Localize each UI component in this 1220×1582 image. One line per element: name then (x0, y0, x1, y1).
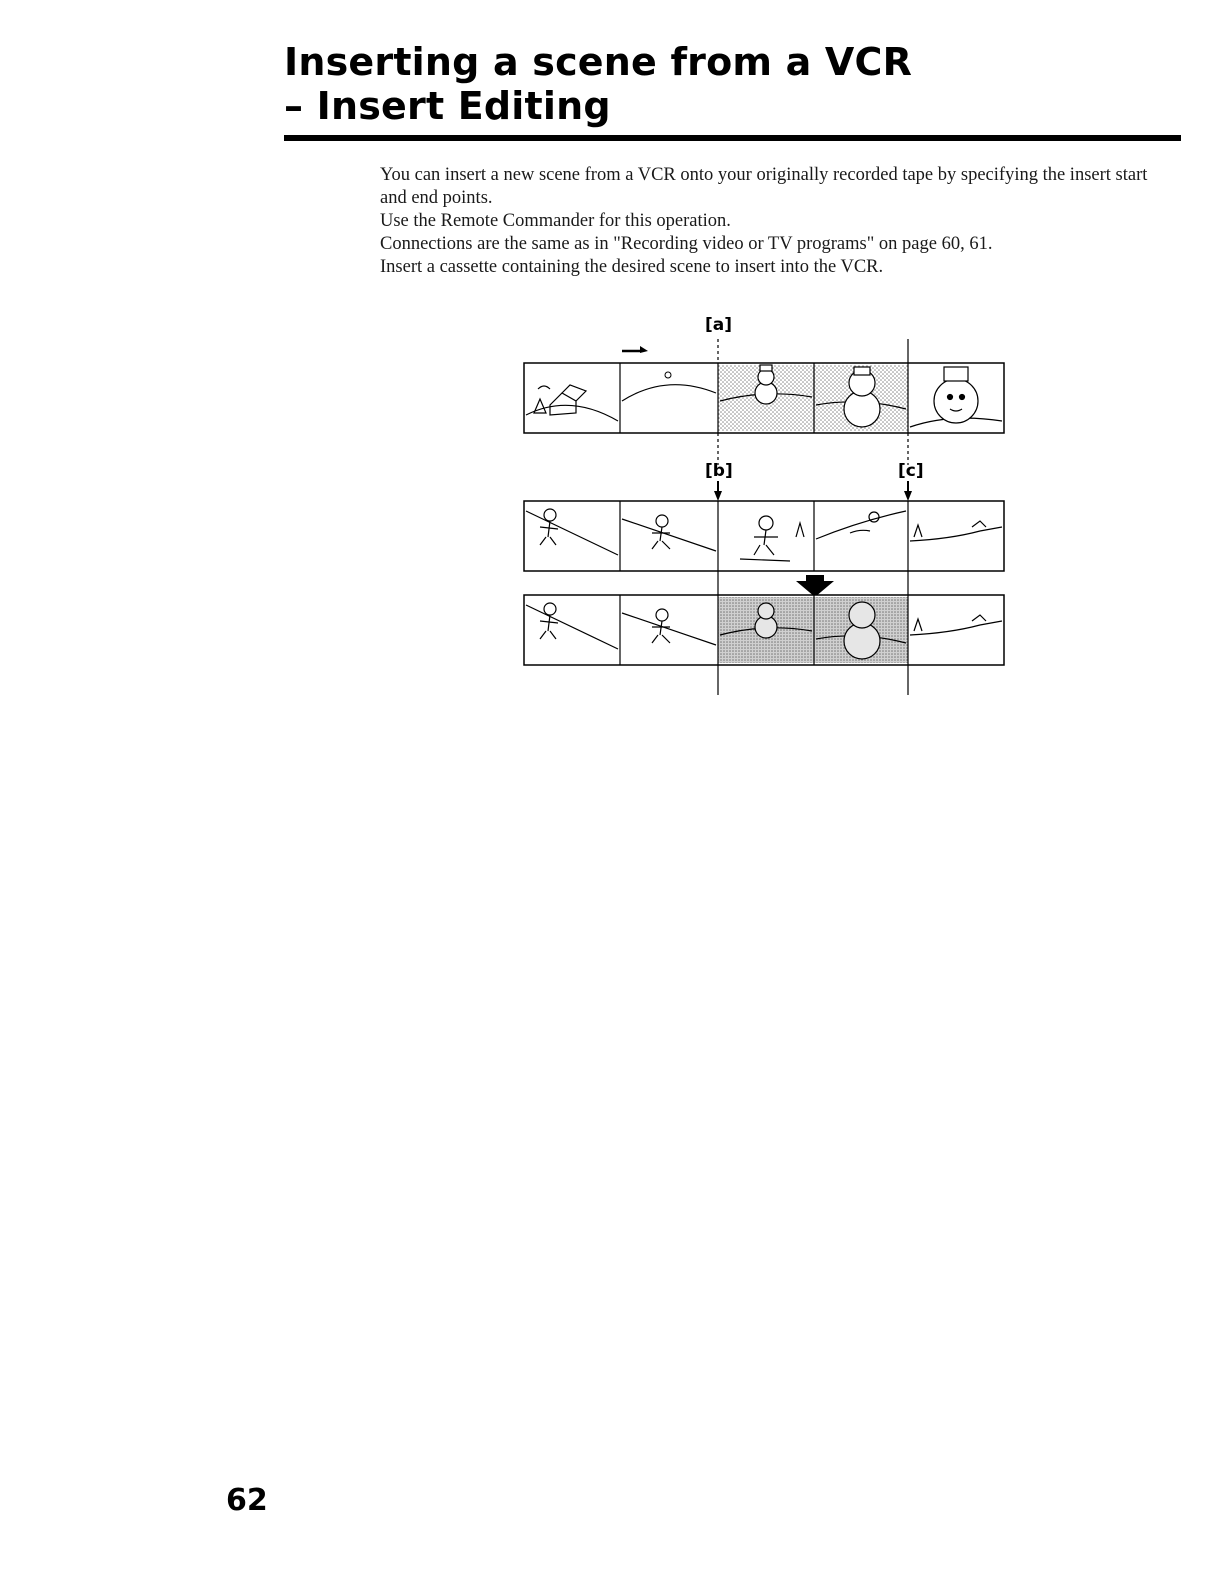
page-title-line-1: Inserting a scene from a VCR (284, 40, 913, 84)
title-rule (284, 135, 1181, 141)
intro-paragraph: You can insert a new scene from a VCR onto your originally recorded tape by specifying the insert start and end points. (380, 165, 1148, 208)
insert-point-a-label: [a] (705, 315, 733, 335)
diagram-illustration (510, 305, 1020, 705)
intro-text (380, 164, 1160, 279)
result-arrow (796, 575, 834, 597)
insert-start-b-label: [b] (705, 461, 733, 481)
intro-paragraph: Insert a cassette containing the desired scene to insert into the VCR. (380, 257, 884, 277)
intro-paragraph: Use the Remote Commander for this operation. (380, 211, 731, 231)
original-recording-strip (524, 501, 1004, 571)
page-number: 62 (226, 1483, 268, 1518)
marker-arrows (714, 481, 912, 501)
insert-editing-diagram (510, 305, 1020, 705)
intro-paragraph: Connections are the same as in "Recording video or TV programs" on page 60, 61. (380, 234, 993, 254)
edited-result-strip (524, 595, 1004, 665)
insert-end-c-label: [c] (898, 461, 924, 481)
playback-direction-arrow (622, 346, 648, 353)
source-vcr-strip (524, 363, 1004, 433)
page-title-line-2: – Insert Editing (284, 84, 611, 128)
page-title (284, 40, 912, 128)
